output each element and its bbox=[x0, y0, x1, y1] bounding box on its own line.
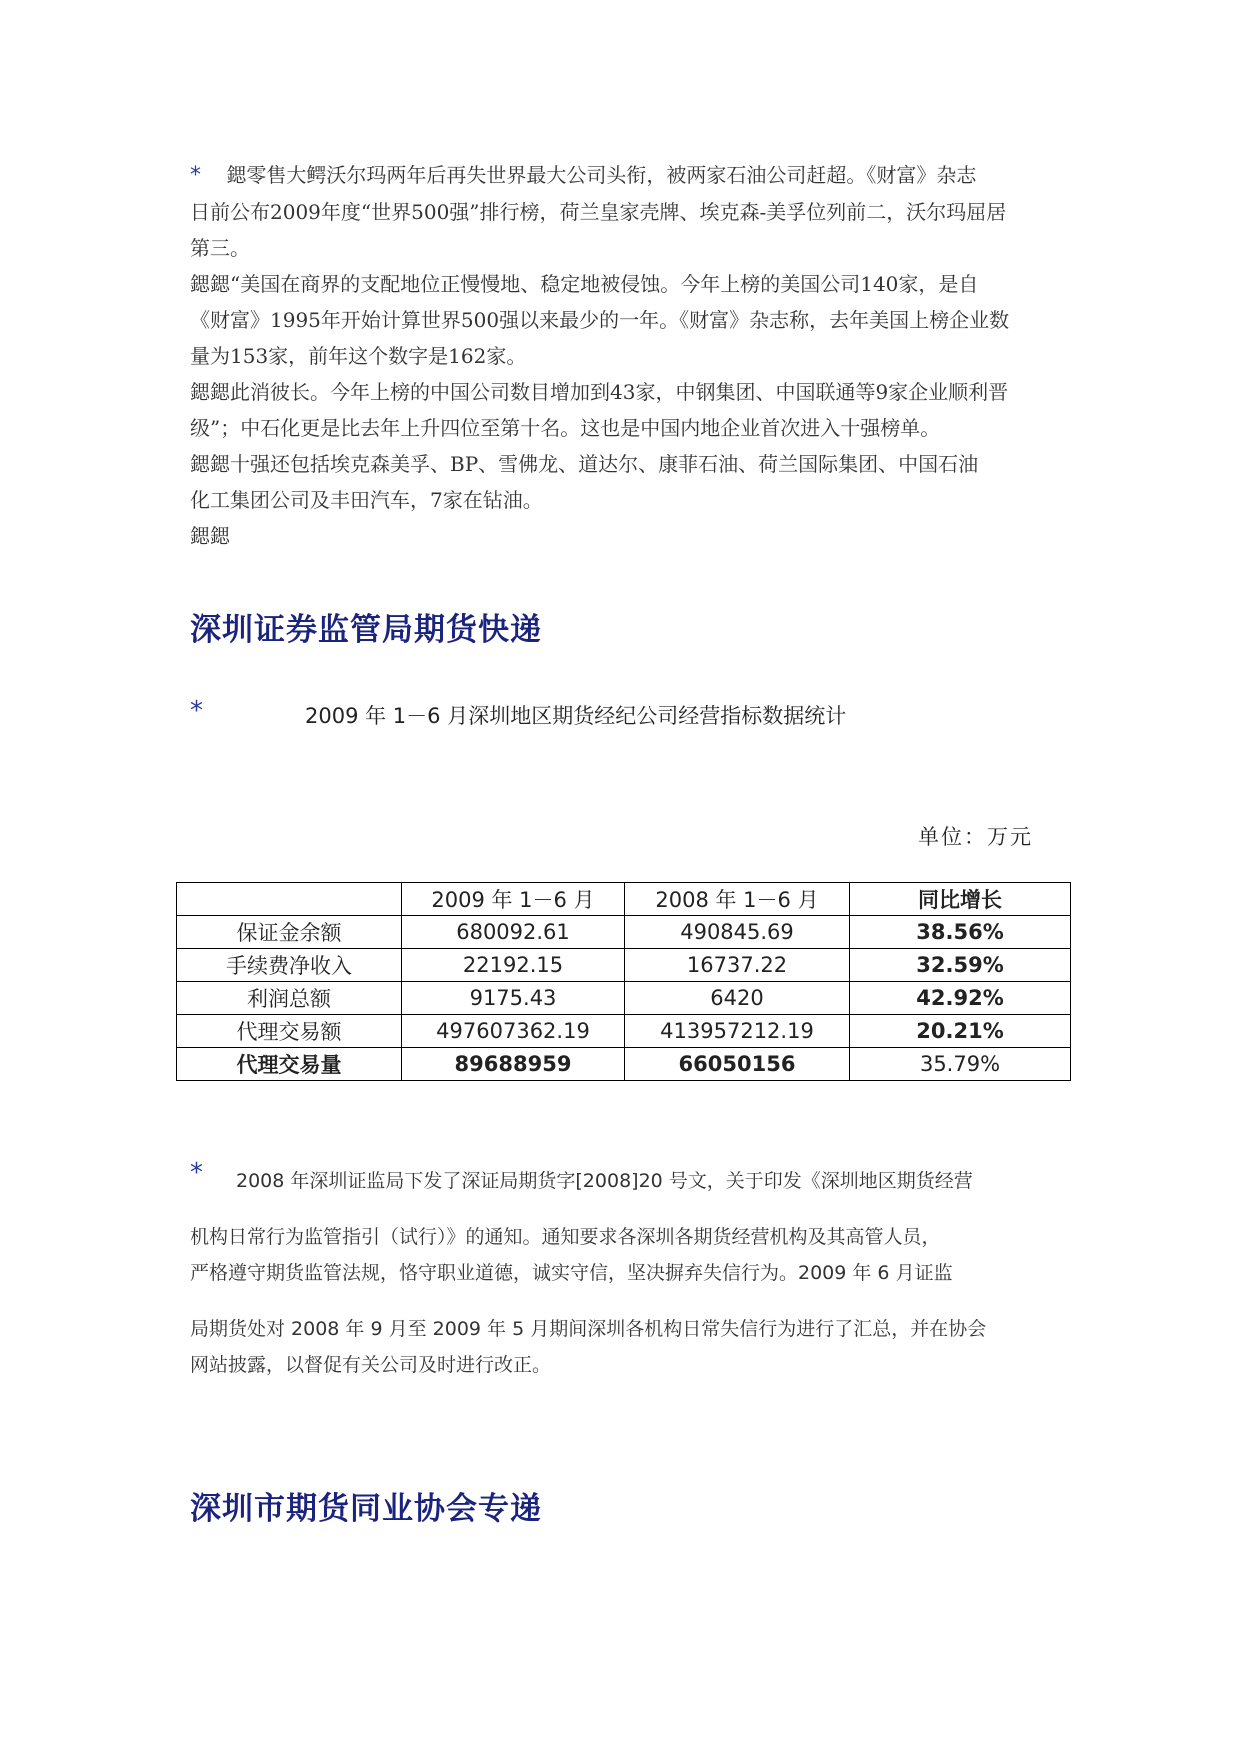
bullet-star: * bbox=[190, 1158, 203, 1188]
table-cell: 9175.43 bbox=[402, 982, 625, 1015]
news-text: 鍶零售大鳄沃尔玛两年后再失世界最大公司头衔，被两家石油公司赶超。《财富》杂志 bbox=[226, 163, 977, 187]
row-label: 保证金余额 bbox=[177, 916, 402, 949]
row-label: 利润总额 bbox=[177, 982, 402, 1015]
table-cell: 20.21% bbox=[850, 1015, 1071, 1048]
table-cell: 38.56% bbox=[850, 916, 1071, 949]
news-line: 量为153家，前年这个数字是162家。 bbox=[190, 344, 527, 368]
notice-block bbox=[190, 1158, 1080, 1388]
row-label: 代理交易量 bbox=[177, 1048, 402, 1081]
section-title: 深圳证券监管局期货快递 bbox=[190, 612, 542, 648]
row-label: 手续费净收入 bbox=[177, 949, 402, 982]
header-cell: 同比增长 bbox=[850, 883, 1071, 916]
notice-line: 2008 年深圳证监局下发了深证局期货字[2008]20 号文，关于印发《深圳地区期货经营 bbox=[236, 1170, 973, 1192]
table-cell: 32.59% bbox=[850, 949, 1071, 982]
news-line: 第三。 bbox=[190, 236, 250, 260]
table-row bbox=[177, 982, 1071, 1015]
unit-label: 单位：万元 bbox=[918, 825, 1033, 849]
notice-line: 局期货处对 2008 年 9 月至 2009 年 5 月期间深圳各机构日常失信行为进行了汇总，并在协会 bbox=[190, 1318, 987, 1340]
table-cell: 490845.69 bbox=[625, 916, 850, 949]
news-line: 鍶鍶十强还包括埃克森美孚、BP、雪佛龙、道达尔、康菲石油、荷兰国际集团、中国石油 bbox=[190, 452, 979, 476]
table-title: 2009 年 1－6 月深圳地区期货经纪公司经营指标数据统计 bbox=[305, 704, 847, 728]
table-cell: 16737.22 bbox=[625, 949, 850, 982]
table-row bbox=[177, 1048, 1071, 1081]
news-line: 《财富》1995年开始计算世界500强以来最少的一年。《财富》杂志称，去年美国上榜企业数 bbox=[190, 308, 1010, 332]
news-line: 鍶鍶 bbox=[190, 524, 230, 548]
table-cell: 89688959 bbox=[402, 1048, 625, 1081]
news-line: 级”；中石化更是比去年上升四位至第十名。这也是中国内地企业首次进入十强榜单。 bbox=[190, 416, 941, 440]
news-line: 鍶鍶“美国在商界的支配地位正慢慢地、稳定地被侵蚀。今年上榜的美国公司140家，是自 bbox=[190, 272, 979, 296]
table-cell: 22192.15 bbox=[402, 949, 625, 982]
table-header-row bbox=[177, 883, 1071, 916]
table-cell: 413957212.19 bbox=[625, 1015, 850, 1048]
section-title: 深圳市期货同业协会专递 bbox=[190, 1491, 542, 1527]
table-row bbox=[177, 949, 1071, 982]
table-cell: 42.92% bbox=[850, 982, 1071, 1015]
stats-table bbox=[176, 882, 1071, 1081]
notice-line: 严格遵守期货监管法规，恪守职业道德，诚实守信，坚决摒弃失信行为。2009 年 6 月证监 bbox=[190, 1262, 953, 1284]
news-block bbox=[190, 157, 1070, 554]
notice-line: 机构日常行为监管指引（试行）》的通知。通知要求各深圳各期货经营机构及其高管人员， bbox=[190, 1226, 941, 1248]
bullet-star: * bbox=[190, 696, 203, 726]
news-line: 日前公布2009年度“世界500强”排行榜，荷兰皇家壳牌、埃克森-美孚位列前二，沃尔玛屈居 bbox=[190, 200, 1007, 224]
header-cell: 2009 年 1－6 月 bbox=[402, 883, 625, 916]
row-label: 代理交易额 bbox=[177, 1015, 402, 1048]
bullet-star: * bbox=[190, 163, 201, 188]
table-cell: 6420 bbox=[625, 982, 850, 1015]
table-cell: 497607362.19 bbox=[402, 1015, 625, 1048]
table-cell: 680092.61 bbox=[402, 916, 625, 949]
table-row bbox=[177, 1015, 1071, 1048]
header-cell bbox=[177, 883, 402, 916]
table-cell: 35.79% bbox=[850, 1048, 1071, 1081]
table-row bbox=[177, 916, 1071, 949]
table-cell: 66050156 bbox=[625, 1048, 850, 1081]
news-line: 鍶鍶此消彼长。今年上榜的中国公司数目增加到43家，中钢集团、中国联通等9家企业顺利晋 bbox=[190, 380, 1009, 404]
header-cell: 2008 年 1－6 月 bbox=[625, 883, 850, 916]
news-line bbox=[190, 157, 1070, 194]
notice-line: 网站披露，以督促有关公司及时进行改正。 bbox=[190, 1354, 552, 1376]
news-line: 化工集团公司及丰田汽车，7家在钻油。 bbox=[190, 488, 543, 512]
